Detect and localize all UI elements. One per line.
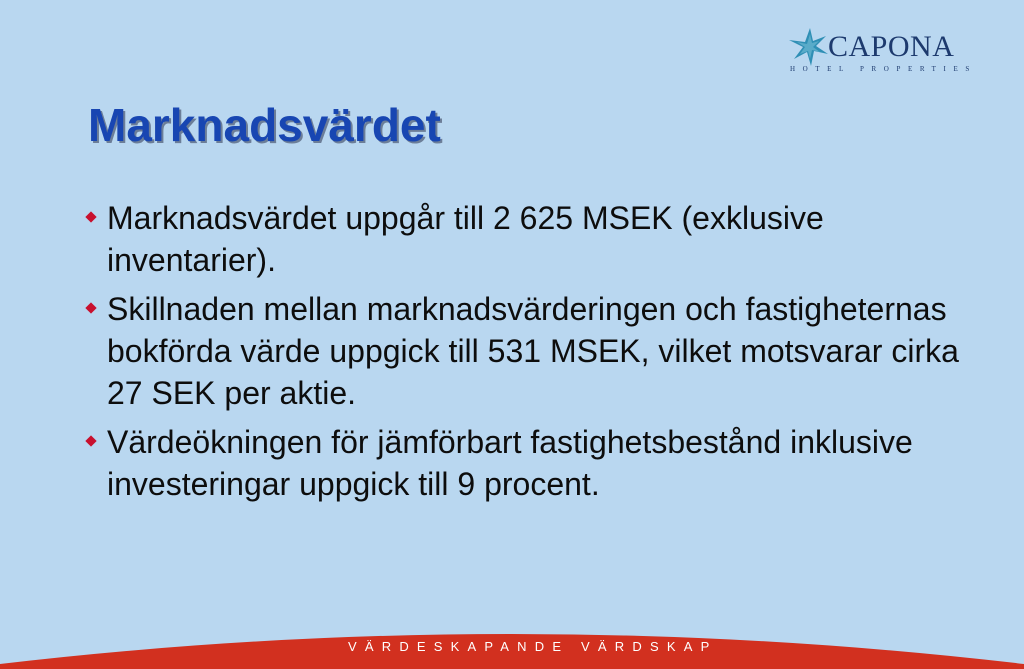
capona-logo xyxy=(786,26,986,76)
bullet-list xyxy=(85,197,965,512)
bullet-item xyxy=(85,288,965,414)
logo-tagline: HOTEL PROPERTIES xyxy=(790,65,977,73)
footer-slogan: VÄRDESKAPANDE VÄRDSKAP xyxy=(348,639,718,654)
bullet-text: Värdeökningen för jämförbart fastighetsbestånd inklusive investeringar uppgick till 9 procent. xyxy=(107,424,913,502)
slide-title: Marknadsvärdet xyxy=(88,99,441,151)
diamond-bullet-icon xyxy=(85,302,96,313)
diamond-bullet-icon xyxy=(85,435,96,446)
bullet-text: Skillnaden mellan marknadsvärderingen och fastigheternas bokförda värde uppgick till 531 MSEK, vilket motsvarar cirka 27 SEK per aktie. xyxy=(107,291,959,411)
bullet-item xyxy=(85,421,965,505)
bullet-text: Marknadsvärdet uppgår till 2 625 MSEK (exklusive inventarier). xyxy=(107,200,824,278)
diamond-bullet-icon xyxy=(85,211,96,222)
star-icon xyxy=(786,26,832,68)
bullet-item xyxy=(85,197,965,281)
logo-name: CAPONA xyxy=(828,30,955,63)
